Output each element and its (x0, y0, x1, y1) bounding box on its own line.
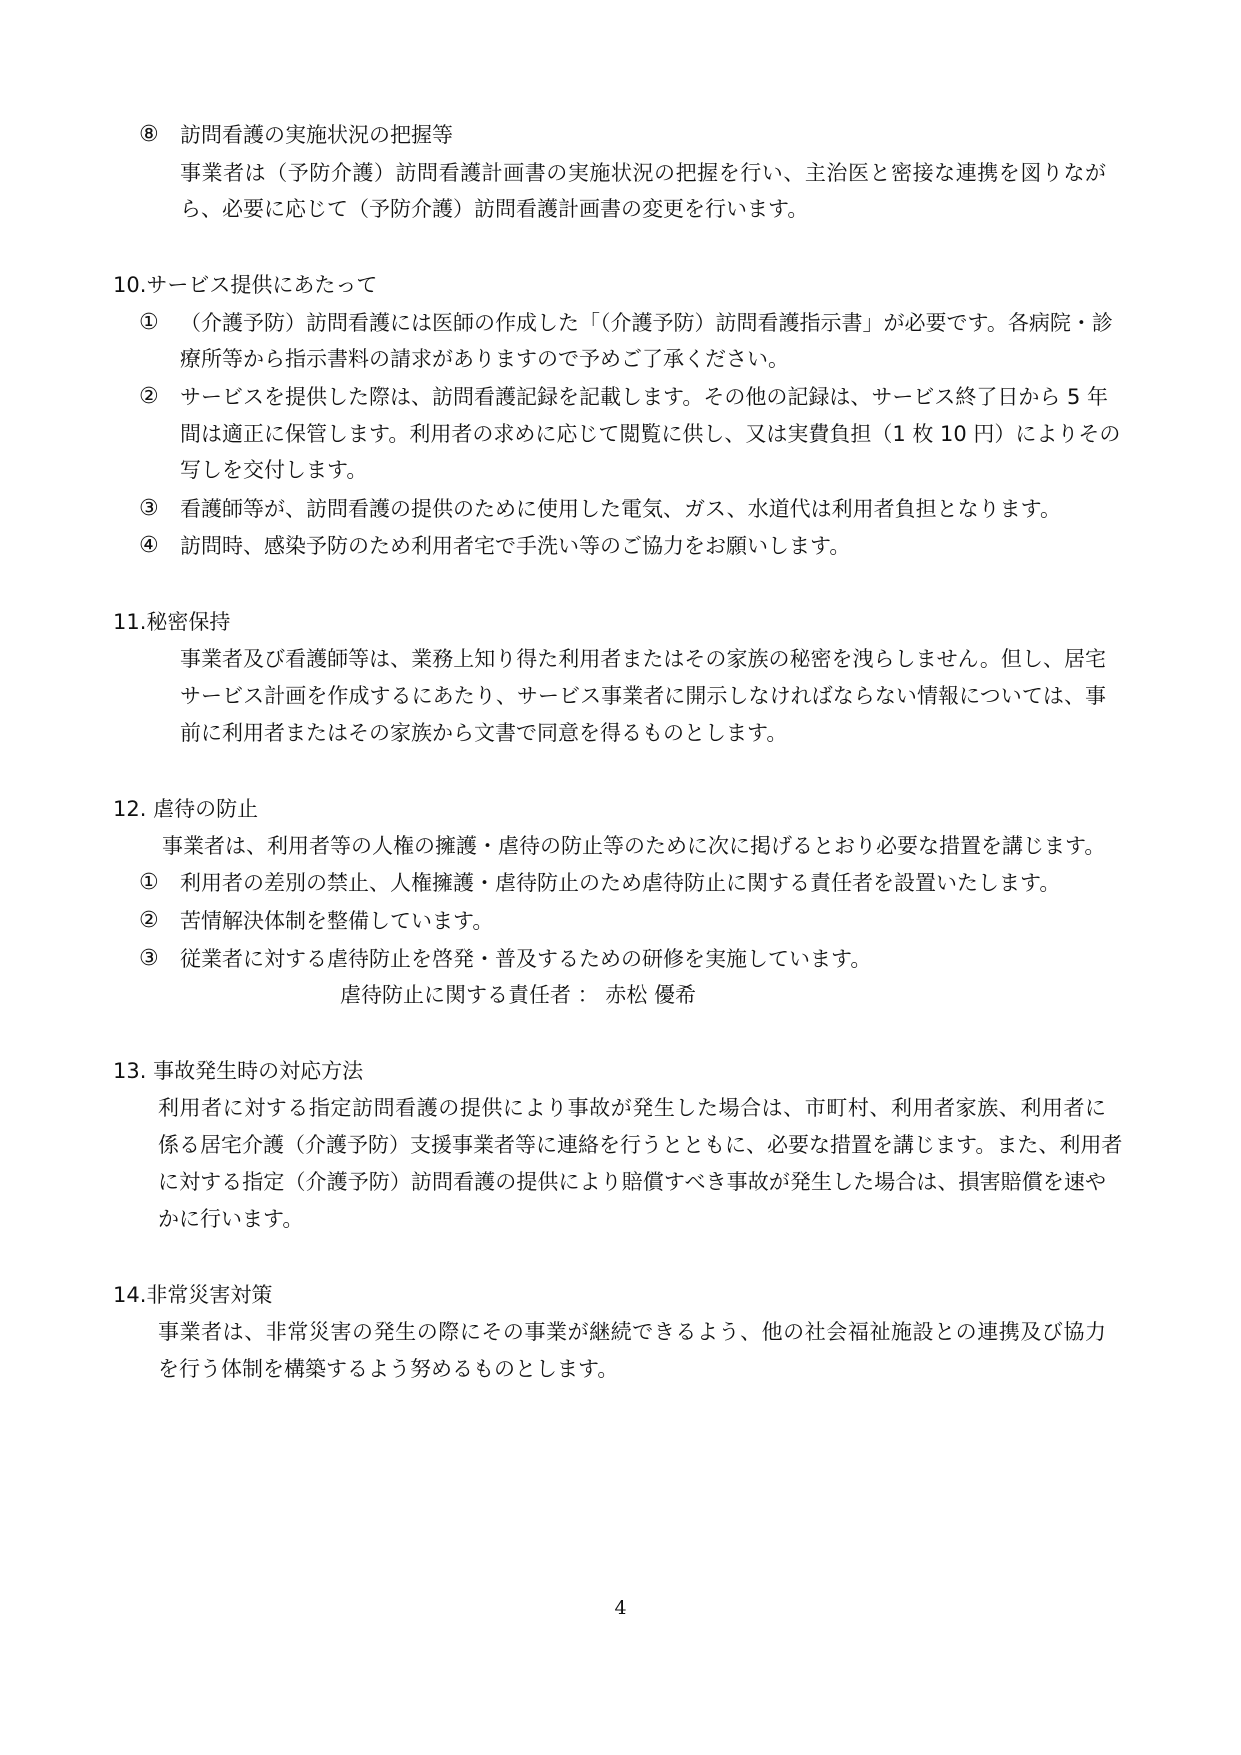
section10-item4-line-1: 訪問時、感染予防のため利用者宅で手洗い等のご協力をお願いします。 (180, 534, 851, 558)
section10-heading: 10.サービス提供にあたって (113, 273, 378, 297)
item-marker-4: ④ (139, 533, 159, 558)
section13-line-2: 係る居宅介護（介護予防）支援事業者等に連絡を行うとともに、必要な措置を講じます。また、利用者 (158, 1133, 1123, 1157)
item-marker-1: ① (139, 310, 159, 335)
section11-heading: 11.秘密保持 (113, 610, 231, 634)
section11-line-2: サービス計画を作成するにあたり、サービス事業者に開示しなければならない情報については、事 (180, 684, 1106, 708)
section13-line-4: かに行います。 (158, 1207, 304, 1231)
section13-line-3: に対する指定（介護予防）訪問看護の提供により賠償すべき事故が発生した場合は、損害賠償を速や (158, 1170, 1106, 1194)
section11-line-1: 事業者及び看護師等は、業務上知り得た利用者またはその家族の秘密を洩らしません。但し、居宅 (180, 647, 1106, 671)
section10-item1-line-2: 療所等から指示書料の請求がありますので予めご了承ください。 (180, 347, 789, 371)
section8-line-1: 事業者は（予防介護）訪問看護計画書の実施状況の把握を行い、主治医と密接な連携を図りなが (180, 161, 1106, 185)
section8-title: 訪問看護の実施状況の把握等 (180, 123, 453, 147)
section12-heading: 12. 虐待の防止 (113, 797, 259, 821)
section11-line-3: 前に利用者またはその家族から文書で同意を得るものとします。 (180, 721, 788, 745)
section14-heading: 14.非常災害対策 (113, 1283, 273, 1307)
section12-responsible-person: 虐待防止に関する責任者 ： 赤松 優希 (340, 983, 697, 1007)
section10-item2-line-3: 写しを交付します。 (180, 458, 368, 482)
item-marker-1: ① (139, 870, 159, 895)
section12-item3: 従業者に対する虐待防止を啓発・普及するための研修を実施しています。 (180, 947, 872, 971)
section12-item2: 苦情解決体制を整備しています。 (180, 909, 494, 933)
item-marker-3: ③ (139, 496, 159, 521)
section13-heading: 13. 事故発生時の対応方法 (113, 1059, 364, 1083)
item-marker-2: ② (139, 384, 159, 409)
item-marker-2: ② (139, 908, 159, 933)
item-marker-3: ③ (139, 946, 159, 971)
section10-item1-line-1: （介護予防）訪問看護には医師の作成した「（介護予防）訪問看護指示書」が必要です。各病院・診 (180, 311, 1113, 335)
section12-intro: 事業者は、利用者等の人権の擁護・虐待の防止等のために次に掲げるとおり必要な措置を講じます。 (162, 834, 1106, 858)
section14-line-2: を行う体制を構築するよう努めるものとします。 (158, 1357, 619, 1381)
page-number: 4 (614, 1597, 627, 1619)
section10-item2-line-2: 間は適正に保管します。利用者の求めに応じて閲覧に供し、又は実費負担（1 枚 10 円）によりその (180, 422, 1121, 446)
section12-item1: 利用者の差別の禁止、人権擁護・虐待防止のため虐待防止に関する責任者を設置いたします。 (180, 871, 1061, 895)
section8-line-2: ら、必要に応じて（予防介護）訪問看護計画書の変更を行います。 (180, 197, 809, 221)
section13-line-1: 利用者に対する指定訪問看護の提供により事故が発生した場合は、市町村、利用者家族、利用者に (158, 1096, 1106, 1120)
item-marker-8: ⑧ (139, 122, 159, 147)
section10-item2-line-1: サービスを提供した際は、訪問看護記録を記載します。その他の記録は、サービス終了日から 5 年 (180, 385, 1109, 409)
section14-line-1: 事業者は、非常災害の発生の際にその事業が継続できるよう、他の社会福祉施設との連携及び協力 (158, 1320, 1106, 1344)
section10-item3-line-1: 看護師等が、訪問看護の提供のために使用した電気、ガス、水道代は利用者負担となります。 (180, 497, 1061, 521)
